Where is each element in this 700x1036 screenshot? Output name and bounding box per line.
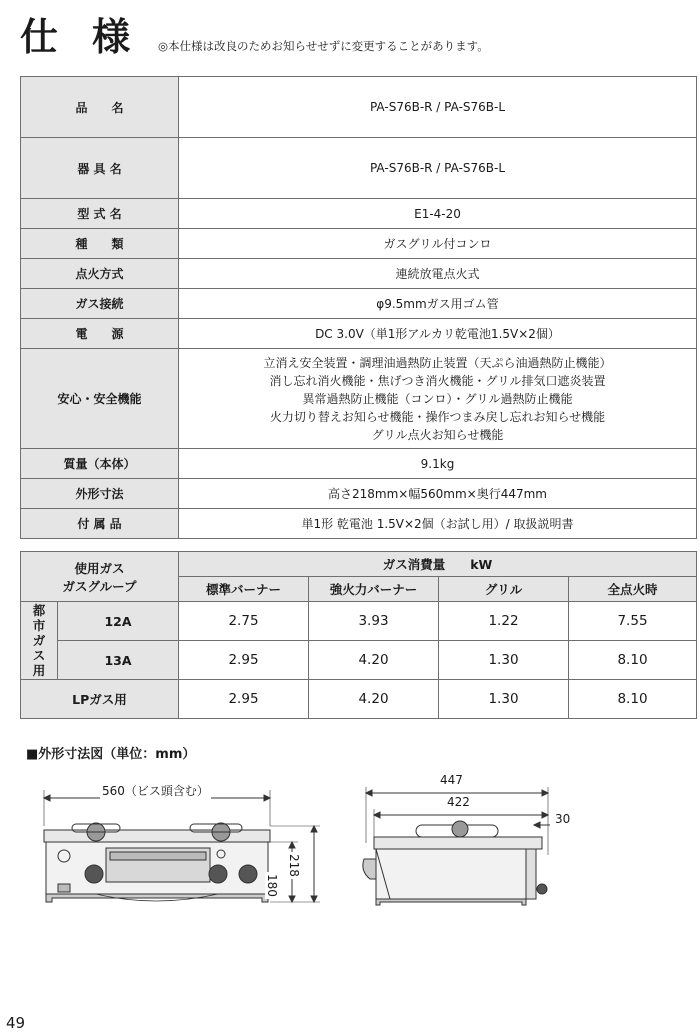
gas-value: 1.22 [439,602,569,641]
gas-value: 2.95 [179,641,309,680]
spec-key: 外形寸法 [21,479,179,509]
safety-line: 消し忘れ消火機能・焦げつき消火機能・グリル排気口遮炎装置 [269,373,606,388]
city-gas-char: 用 [32,663,46,678]
width-dimension-label: 560（ビス頭含む） [102,784,209,798]
gas-value: 4.20 [309,641,439,680]
spec-value: 単1形 乾電池 1.5V×2個（お試し用）/ 取扱説明書 [179,509,697,539]
spec-key: 質量（本体） [21,449,179,479]
spec-key: 品 名 [21,77,179,138]
spec-value: PA-S76B-R / PA-S76B-L [179,138,697,199]
spec-value: DC 3.0V（単1形アルカリ乾電池1.5V×2個） [179,319,697,349]
gas-value: 4.20 [309,680,439,719]
depth-422-label: 422 [447,795,470,809]
spec-value: PA-S76B-R / PA-S76B-L [179,77,697,138]
spec-value: E1-4-20 [179,199,697,229]
col-header: グリル [439,577,569,602]
spec-key: 器 具 名 [21,138,179,199]
gas-group: 13A [58,641,179,680]
col-header: 全点火時 [569,577,697,602]
gas-group-lp: LPガス用 [21,680,179,719]
page-title: 仕様 [20,15,165,59]
height-218-label: 218 [287,854,301,877]
spec-key: 種 類 [21,229,179,259]
spec-key: 型 式 名 [21,199,179,229]
gas-value: 7.55 [569,602,697,641]
spec-key: 付 属 品 [21,509,179,539]
gas-group-header [21,552,179,602]
col-header: 強火力バーナー [309,577,439,602]
gas-value: 8.10 [569,641,697,680]
offset-30-label: 30 [555,812,571,826]
spec-key: 電 源 [21,319,179,349]
gas-value: 8.10 [569,680,697,719]
dimension-section-title: ■外形寸法図（単位：mm） [26,747,196,762]
spec-key: 点火方式 [21,259,179,289]
gas-consumption-header: ガス消費量 kW [179,552,697,577]
spec-value: 高さ218mm×幅560mm×奥行447mm [179,479,697,509]
safety-line: 立消え安全装置・調理油過熱防止装置（天ぷら油過熱防止機能） [263,355,612,370]
city-gas-char: 都 [32,603,46,618]
height-180-label: 180 [265,874,279,897]
spec-value: φ9.5mmガス用ゴム管 [179,289,697,319]
col-header: 標準バーナー [179,577,309,602]
gas-group-header-line: 使用ガス [74,560,125,576]
city-gas-char: 市 [32,618,46,633]
gas-group-header-line: ガスグループ [62,578,137,594]
city-gas-char: ス [32,648,46,663]
spec-change-note: ◎本仕様は改良のためお知らせせずに変更することがあります。 [158,39,489,53]
city-gas-label [21,602,58,680]
safety-line: 異常過熱防止機能（コンロ）・グリル過熱防止機能 [302,391,573,406]
gas-value: 2.75 [179,602,309,641]
spec-value-safety [179,349,697,449]
gas-value: 1.30 [439,641,569,680]
spec-table [20,76,697,539]
spec-key: ガス接続 [21,289,179,319]
gas-value: 2.95 [179,680,309,719]
gas-group: 12A [58,602,179,641]
safety-line: グリル点火お知らせ機能 [371,427,504,442]
spec-key: 安心・安全機能 [21,349,179,449]
gas-value: 3.93 [309,602,439,641]
gas-consumption-table [20,551,697,719]
city-gas-char: ガ [32,633,46,648]
page-number: 49 [6,1014,26,1032]
depth-447-label: 447 [440,773,463,787]
gas-value: 1.30 [439,680,569,719]
spec-value: 連続放電点火式 [179,259,697,289]
spec-value: 9.1kg [179,449,697,479]
front-view-diagram [36,780,336,920]
spec-value: ガスグリル付コンロ [179,229,697,259]
safety-line: 火力切り替えお知らせ機能・操作つまみ戻し忘れお知らせ機能 [269,409,606,424]
